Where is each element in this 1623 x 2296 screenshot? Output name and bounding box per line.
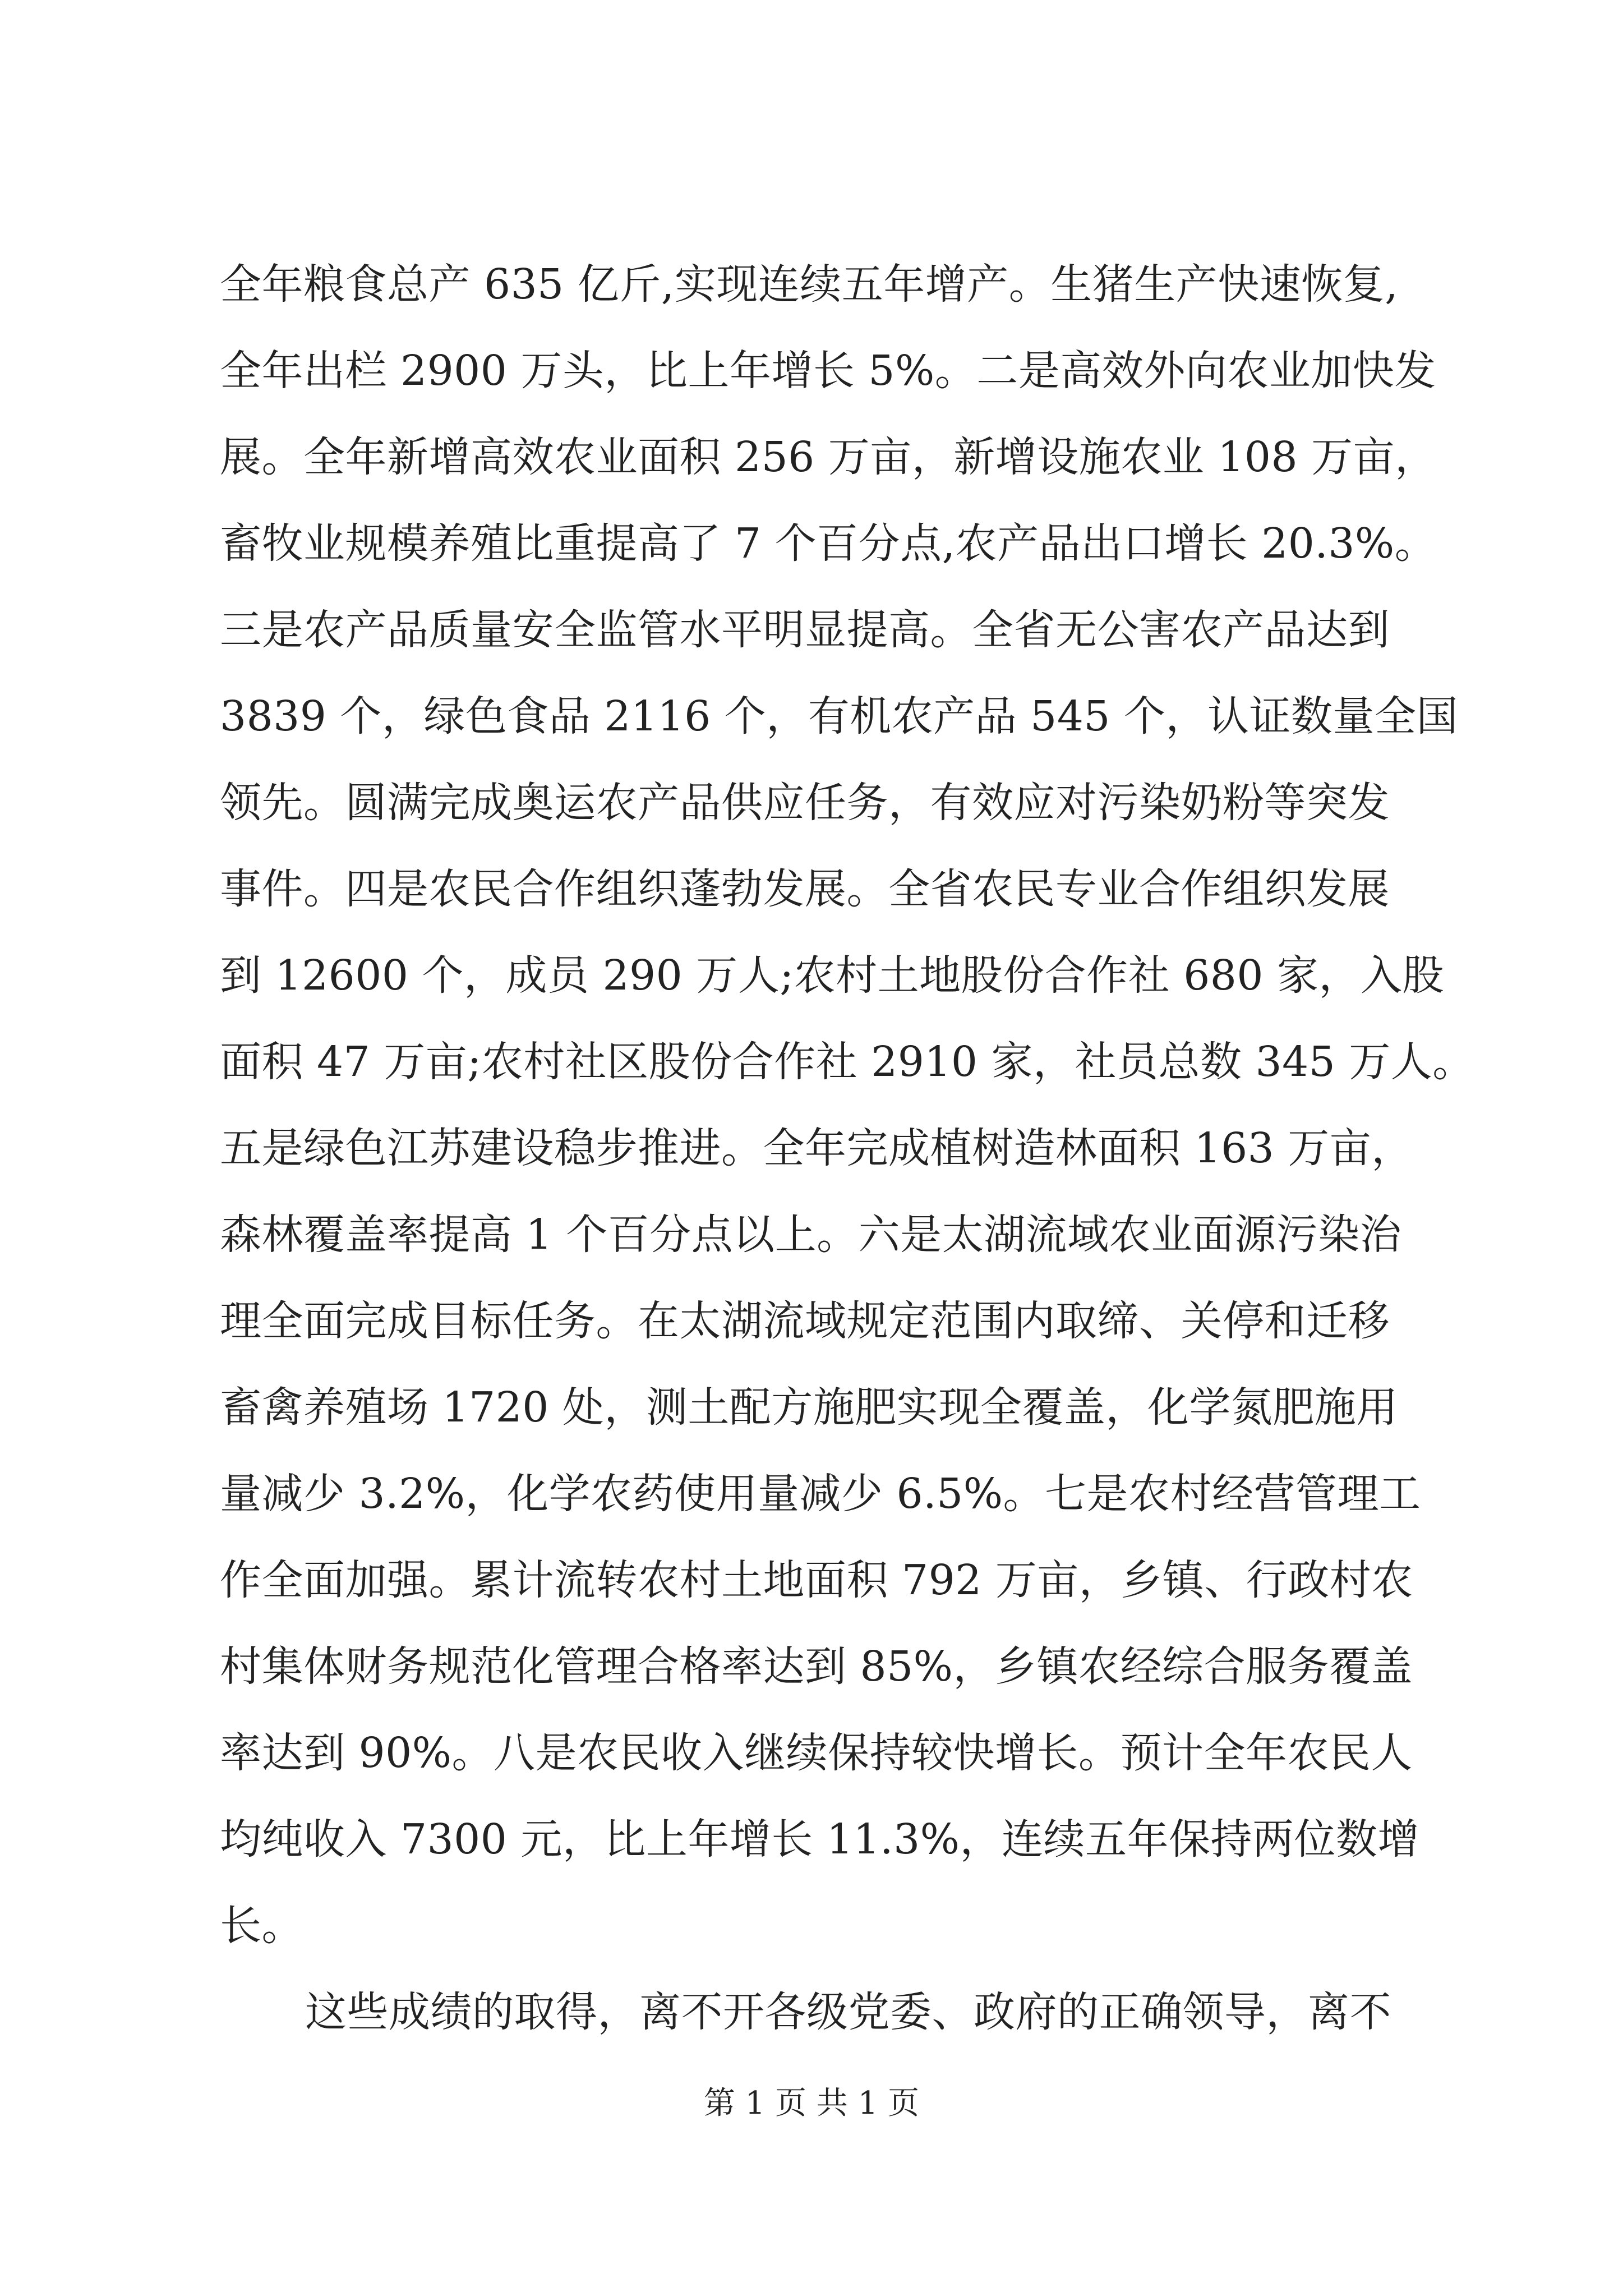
- text-line: 理全面完成目标任务。在太湖流域规定范围内取缔、关停和迁移: [220, 1297, 1390, 1345]
- page-number-label: 第 1 页 共 1 页: [703, 2085, 920, 2122]
- text-line: 3839 个，绿色食品 2116 个，有机农产品 545 个，认证数量全国: [220, 692, 1459, 740]
- text-line: 村集体财务规范化管理合格率达到 85%，乡镇农经综合服务覆盖: [220, 1642, 1413, 1691]
- text-line: 全年出栏 2900 万头，比上年增长 5%。二是高效外向农业加快发: [220, 347, 1436, 395]
- text-line: 长。: [220, 1902, 303, 1950]
- text-line: 均纯收入 7300 元，比上年增长 11.3%，连续五年保持两位数增: [220, 1815, 1419, 1864]
- text-line: 面积 47 万亩;农村社区股份合作社 2910 家，社员总数 345 万人。: [220, 1038, 1474, 1086]
- text-line: 到 12600 个，成员 290 万人;农村土地股份合作社 680 家，入股: [220, 951, 1444, 1000]
- text-line: 全年粮食总产 635 亿斤,实现连续五年增产。生猪生产快速恢复,: [220, 260, 1399, 309]
- paragraph-start-line: 这些成绩的取得，离不开各级党委、政府的正确领导，离不: [305, 1988, 1391, 2036]
- text-line: 领先。圆满完成奥运农产品供应任务，有效应对污染奶粉等突发: [220, 779, 1390, 827]
- text-line: 作全面加强。累计流转农村土地面积 792 万亩，乡镇、行政村农: [220, 1556, 1413, 1604]
- text-line: 森林覆盖率提高 1 个百分点以上。六是太湖流域农业面源污染治: [220, 1211, 1402, 1259]
- document-body: [220, 241, 1474, 2055]
- text-line: 量减少 3.2%，化学农药使用量减少 6.5%。七是农村经营管理工: [220, 1470, 1421, 1518]
- text-line: 率达到 90%。八是农民收入继续保持较快增长。预计全年农民人: [220, 1729, 1413, 1777]
- text-line: 事件。四是农民合作组织蓬勃发展。全省农民专业合作组织发展: [220, 865, 1390, 913]
- page-footer: [0, 2081, 1623, 2126]
- text-line: 五是绿色江苏建设稳步推进。全年完成植树造林面积 163 万亩，: [220, 1124, 1413, 1172]
- text-line: 三是农产品质量安全监管水平明显提高。全省无公害农产品达到: [220, 606, 1390, 654]
- text-line: 畜禽养殖场 1720 处，测土配方施肥实现全覆盖，化学氮肥施用: [220, 1383, 1398, 1432]
- text-line: 展。全年新增高效农业面积 256 万亩，新增设施农业 108 万亩，: [220, 433, 1437, 481]
- text-line: 畜牧业规模养殖比重提高了 7 个百分点,农产品出口增长 20.3%。: [220, 519, 1437, 568]
